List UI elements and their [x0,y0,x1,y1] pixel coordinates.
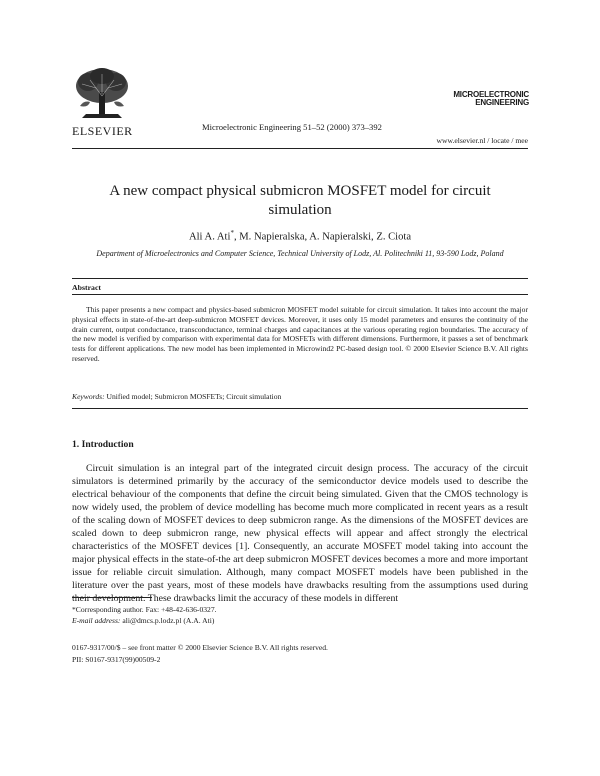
corresponding-author-note: *Corresponding author. Fax: +48-42-636-0327. [72,605,217,614]
keywords-list: Unified model; Submicron MOSFETs; Circuit simulation [106,392,282,401]
abstract-body: This paper presents a new compact and physics-based submicron MOSFET model suitable for circuit simulation. It takes into account the major physical effects in state-of-the-art deep-submicron MOSFET devices. Moreover, it uses only 15 model parameters and ensures the continuity of the drain current, output conductance, transconductance, terminal charges and capacitances at the various operating region boundaries. The accuracy of the new model is verified by comparison with experimental data for MOSFETs with different dimensions. Furthermore, it passes a set of benchmark tests for different applications. The new model has been implemented in Microwind2 PC-based design tool. © 2000 Elsevier Science B.V. All rights reserved. [72,305,528,363]
journal-citation: Microelectronic Engineering 51–52 (2000) 373–392 [202,122,382,132]
affiliation: Department of Microelectronics and Computer Science, Technical University of Lodz, Al. Politechniki 11, 93-590 Lodz, Poland [96,249,504,258]
section-heading: 1. Introduction [72,439,134,450]
keywords [72,392,281,401]
copyright-line: 0167-9317/00/$ – see front matter © 2000 Elsevier Science B.V. All rights reserved. [72,643,328,652]
author-rest: , M. Napieralska, A. Napieralski, Z. Ciota [233,231,412,243]
tree-icon [72,66,132,122]
author-list [72,229,528,243]
keywords-label: Keywords: [72,392,105,401]
journal-brand-logo [453,91,529,107]
header-rule [72,148,528,149]
email-address[interactable]: ali@dmcs.p.lodz.pl (A.A. Ati) [122,615,215,625]
elsevier-tree-logo [72,66,132,122]
author-first: Ali A. Ati [188,231,231,243]
footnote [72,605,528,626]
abstract-heading-rule [72,294,528,295]
publisher-name: ELSEVIER [72,124,133,138]
footnote-rule [72,597,152,598]
section-body: Circuit simulation is an integral part of the integrated circuit design process. The accuracy of the circuit simulators is determined primarily by the accuracy of the semiconductor device models used to describe the electrical behaviour of the components that define the circuit being simulated. Given that the CMOS technology is now widely used, the problem of device modelling has become much more complicated in recent years as a result of the scaling down of MOSFET devices to deep submicron range. As the dimensions of the MOSFET devices are scaled down to deep submicron range, new physical effects will appear and affect strongly the electrical characteristics of the MOSFET devices [1]. Consequently, an accurate MOSFET model taking into account the major physical effects in the state-of-the art deep submicron MOSFET devices becomes a more and more important issue for reliable circuit simulation. Although, many compact MOSFET models have been published in the literature over the past years, most of these models have drawbacks resulting from the assumptions used during their development. These drawbacks limit the accuracy of these models in different [72,463,528,604]
brand-line-2: ENGINEERING [475,98,529,107]
brand-line-1: MICROELECTRONIC [453,90,529,99]
front-matter [72,642,528,665]
abstract-rule-top [72,278,528,279]
email-label: E-mail address: [72,615,121,625]
email-line [72,616,528,627]
article-title: A new compact physical submicron MOSFET model for circuit simulation [109,183,491,218]
journal-url[interactable]: www.elsevier.nl / locate / mee [436,136,528,145]
abstract-rule-bottom [72,408,528,409]
abstract-heading: Abstract [72,283,102,292]
pii-line: PII: S0167-9317(99)00509-2 [72,654,161,664]
corresponding-author-mark: * [230,229,234,237]
